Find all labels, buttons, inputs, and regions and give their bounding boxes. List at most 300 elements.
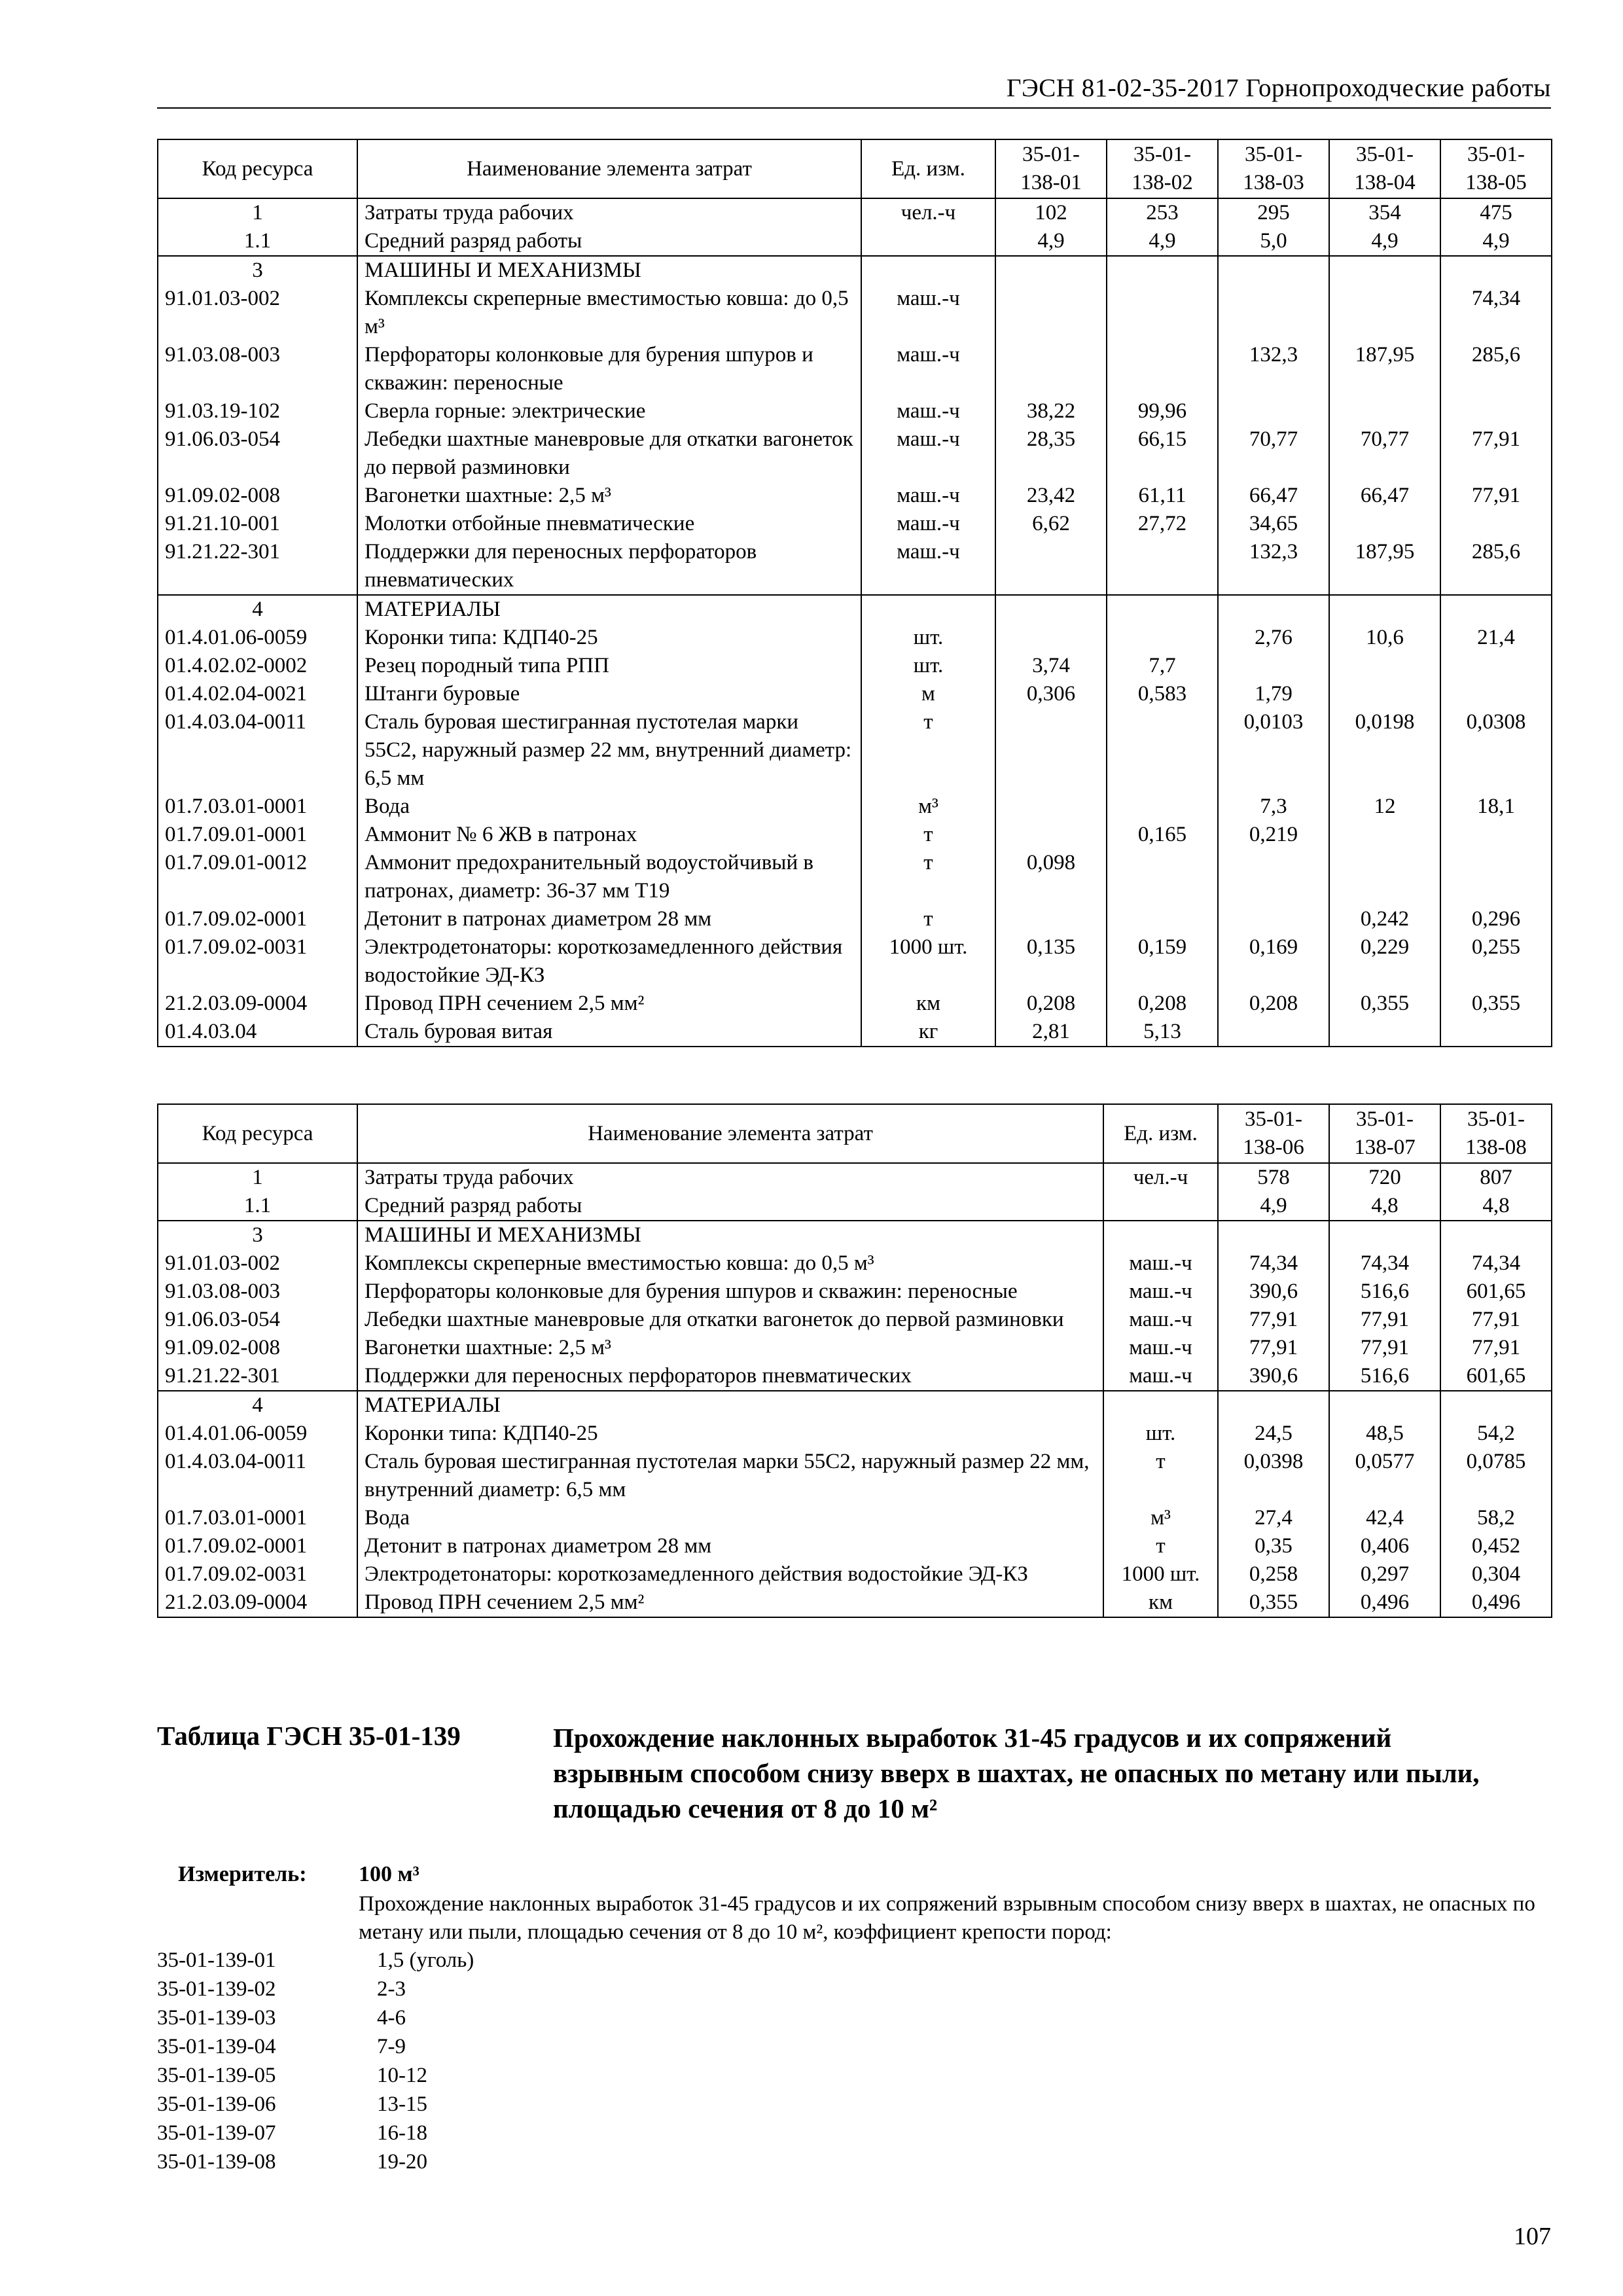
- resource-value: 516,6: [1329, 1278, 1440, 1306]
- resource-name: Вода: [357, 1504, 1103, 1532]
- table-row: [158, 1532, 1552, 1560]
- code-value: 4-6: [377, 2006, 406, 2030]
- resource-value: 28,35: [995, 425, 1107, 482]
- resource-value: 2,76: [1218, 624, 1329, 652]
- resource-unit: [1103, 1192, 1218, 1221]
- resource-value: 390,6: [1218, 1278, 1329, 1306]
- table-row: [158, 595, 1552, 624]
- resource-unit: [861, 227, 995, 256]
- resource-value: 0,0398: [1218, 1448, 1329, 1504]
- header-code: Код ресурса: [158, 139, 357, 198]
- resource-value: [995, 341, 1107, 397]
- resource-code: 1.1: [158, 227, 357, 256]
- resource-name: Сталь буровая витая: [357, 1018, 861, 1047]
- resource-code: 91.06.03-054: [158, 425, 357, 482]
- resource-code: 01.7.09.02-0001: [158, 905, 357, 933]
- resource-value: 58,2: [1440, 1504, 1552, 1532]
- resource-value: [1218, 256, 1329, 285]
- resource-name: МАШИНЫ И МЕХАНИЗМЫ: [357, 1221, 1103, 1249]
- resource-unit: т: [1103, 1448, 1218, 1504]
- resource-value: 578: [1218, 1163, 1329, 1192]
- resource-value: 0,355: [1218, 1588, 1329, 1617]
- resource-value: 0,355: [1440, 990, 1552, 1018]
- resource-value: [995, 595, 1107, 624]
- resource-value: 4,9: [1218, 1192, 1329, 1221]
- resource-name: Детонит в патронах диаметром 28 мм: [357, 905, 861, 933]
- resource-name: Аммонит предохранительный водоустойчивый в патронах, диаметр: 36-37 мм Т19: [357, 849, 861, 905]
- table-row: [158, 227, 1552, 256]
- resource-value: 5,0: [1218, 227, 1329, 256]
- resource-name: Коронки типа: КДП40-25: [357, 624, 861, 652]
- resource-name: Затраты труда рабочих: [357, 1163, 1103, 1192]
- resource-value: 99,96: [1107, 397, 1218, 425]
- code-value: 1,5 (уголь): [377, 1948, 474, 1972]
- code-id: 35-01-139-02: [157, 1977, 276, 2001]
- resource-value: 5,13: [1107, 1018, 1218, 1047]
- resource-name: Коронки типа: КДП40-25: [357, 1420, 1103, 1448]
- resource-value: [1218, 1018, 1329, 1047]
- resource-value: 77,91: [1329, 1334, 1440, 1362]
- header-col-5: 35-01- 138-05: [1440, 139, 1552, 198]
- resource-unit: маш.-ч: [861, 482, 995, 510]
- table-row: [158, 256, 1552, 285]
- resource-value: 132,3: [1218, 538, 1329, 595]
- meter-description: Прохождение наклонных выработок 31-45 градусов и их сопряжений взрывным способом снизу вверх в шахтах, не опасных по метану или пыли, площадью сечения от 8 до 10 м², коэффициент крепости пород:: [359, 1892, 1535, 1944]
- resource-name: Штанги буровые: [357, 680, 861, 708]
- table-row: [158, 905, 1552, 933]
- header-col-4: 35-01- 138-04: [1329, 139, 1440, 198]
- resource-value: 102: [995, 198, 1107, 227]
- resource-unit: [861, 256, 995, 285]
- resource-name: Резец породный типа РПП: [357, 652, 861, 680]
- resource-name: Перфораторы колонковые для бурения шпуров и скважин: переносные: [357, 1278, 1103, 1306]
- resource-value: [1440, 510, 1552, 538]
- code-value: 16-18: [377, 2121, 427, 2145]
- code-id: 35-01-139-04: [157, 2035, 276, 2058]
- table-row: [158, 1221, 1552, 1249]
- resource-unit: м: [861, 680, 995, 708]
- resource-code: 01.7.09.02-0001: [158, 1532, 357, 1560]
- resource-value: 601,65: [1440, 1278, 1552, 1306]
- table-row: [158, 198, 1552, 227]
- resource-value: 0,229: [1329, 933, 1440, 990]
- resource-value: 34,65: [1218, 510, 1329, 538]
- resource-value: [1440, 1221, 1552, 1249]
- resource-value: 354: [1329, 198, 1440, 227]
- resource-unit: чел.-ч: [861, 198, 995, 227]
- resource-name: Провод ПРН сечением 2,5 мм²: [357, 990, 861, 1018]
- resource-value: 0,0308: [1440, 708, 1552, 793]
- resource-name: Лебедки шахтные маневровые для откатки вагонеток до первой разминовки: [357, 1306, 1103, 1334]
- table-row: [158, 793, 1552, 821]
- resource-value: [995, 821, 1107, 849]
- resource-value: 132,3: [1218, 341, 1329, 397]
- resource-value: 601,65: [1440, 1362, 1552, 1391]
- resource-value: 27,72: [1107, 510, 1218, 538]
- resource-value: 0,208: [1218, 990, 1329, 1018]
- table-row: [158, 1448, 1552, 1504]
- resource-value: [1107, 595, 1218, 624]
- resource-code: 3: [158, 256, 357, 285]
- table-title-text: Прохождение наклонных выработок 31-45 градусов и их сопряжений взрывным способом снизу вверх в шахтах, не опасных по метану или пыли, площадью сечения от 8 до 10 м²: [553, 1723, 1480, 1823]
- resource-code: 01.7.09.02-0031: [158, 933, 357, 990]
- resource-code: 21.2.03.09-0004: [158, 1588, 357, 1617]
- resource-value: 74,34: [1218, 1249, 1329, 1278]
- resource-value: 0,406: [1329, 1532, 1440, 1560]
- resource-unit: [1103, 1391, 1218, 1420]
- code-list-item: [157, 2032, 474, 2061]
- resource-name: Электродетонаторы: короткозамедленного действия водостойкие ЭД-КЗ: [357, 1560, 1103, 1588]
- table-row: [158, 510, 1552, 538]
- resource-unit: шт.: [1103, 1420, 1218, 1448]
- resource-value: [1440, 397, 1552, 425]
- resource-code: 1.1: [158, 1192, 357, 1221]
- table-row: [158, 680, 1552, 708]
- resource-unit: т: [1103, 1532, 1218, 1560]
- resource-value: [1218, 1391, 1329, 1420]
- resource-value: [1107, 624, 1218, 652]
- header-col-1: 35-01- 138-01: [995, 139, 1107, 198]
- resource-value: [1107, 538, 1218, 595]
- resource-value: 4,8: [1440, 1192, 1552, 1221]
- resource-value: [1107, 256, 1218, 285]
- resource-value: [1329, 510, 1440, 538]
- resource-value: 6,62: [995, 510, 1107, 538]
- code-id: 35-01-139-01: [157, 1948, 276, 1972]
- resource-value: 807: [1440, 1163, 1552, 1192]
- code-list-item: [157, 1975, 474, 2003]
- resource-name: МАТЕРИАЛЫ: [357, 1391, 1103, 1420]
- table-row: [158, 652, 1552, 680]
- resource-name: Электродетонаторы: короткозамедленного действия водостойкие ЭД-КЗ: [357, 933, 861, 990]
- code-id: 35-01-139-06: [157, 2092, 276, 2116]
- resource-unit: маш.-ч: [1103, 1362, 1218, 1391]
- resource-value: [1329, 821, 1440, 849]
- resource-value: [1440, 652, 1552, 680]
- resource-value: [1329, 397, 1440, 425]
- resource-value: 7,7: [1107, 652, 1218, 680]
- meter-label: Измеритель:: [178, 1862, 307, 1886]
- resource-unit: маш.-ч: [1103, 1306, 1218, 1334]
- resource-unit: шт.: [861, 652, 995, 680]
- header-col-3: 35-01- 138-03: [1218, 139, 1329, 198]
- resource-value: 74,34: [1440, 285, 1552, 341]
- resource-unit: шт.: [861, 624, 995, 652]
- resource-code: 01.7.09.01-0012: [158, 849, 357, 905]
- code-list-item: [157, 2061, 474, 2090]
- resource-value: [1218, 652, 1329, 680]
- resource-value: 253: [1107, 198, 1218, 227]
- resource-value: 720: [1329, 1163, 1440, 1192]
- table-row: [158, 1334, 1552, 1362]
- resource-value: 0,098: [995, 849, 1107, 905]
- resource-code: 91.01.03-002: [158, 1249, 357, 1278]
- resource-unit: км: [861, 990, 995, 1018]
- table-row: [158, 849, 1552, 905]
- resource-value: [1440, 256, 1552, 285]
- resource-unit: маш.-ч: [861, 285, 995, 341]
- resource-value: [1440, 1391, 1552, 1420]
- resource-value: 475: [1440, 198, 1552, 227]
- resource-code: 01.4.02.02-0002: [158, 652, 357, 680]
- table-row: [158, 1420, 1552, 1448]
- code-id: 35-01-139-08: [157, 2150, 276, 2174]
- resource-value: [1107, 285, 1218, 341]
- resource-value: 21,4: [1440, 624, 1552, 652]
- resource-value: [1440, 595, 1552, 624]
- resource-unit: маш.-ч: [861, 425, 995, 482]
- header-unit: Ед. изм.: [1103, 1104, 1218, 1163]
- resource-value: 0,255: [1440, 933, 1552, 990]
- resource-value: 0,296: [1440, 905, 1552, 933]
- resource-code: 01.4.03.04-0011: [158, 708, 357, 793]
- resource-value: 70,77: [1329, 425, 1440, 482]
- resource-value: 0,169: [1218, 933, 1329, 990]
- resource-unit: маш.-ч: [861, 538, 995, 595]
- resource-value: [1329, 680, 1440, 708]
- resource-value: [995, 793, 1107, 821]
- table-row: [158, 425, 1552, 482]
- resource-value: 3,74: [995, 652, 1107, 680]
- table-row: [158, 341, 1552, 397]
- resource-value: [1329, 1391, 1440, 1420]
- resource-value: 10,6: [1329, 624, 1440, 652]
- resource-name: Сталь буровая шестигранная пустотелая марки 55С2, наружный размер 22 мм, внутренний диаметр: 6,5 мм: [357, 1448, 1103, 1504]
- resource-name: Лебедки шахтные маневровые для откатки вагонеток до первой разминовки: [357, 425, 861, 482]
- resource-unit: [1103, 1221, 1218, 1249]
- resource-value: 18,1: [1440, 793, 1552, 821]
- resource-value: [1218, 285, 1329, 341]
- resource-unit: м³: [1103, 1504, 1218, 1532]
- resource-code: 1: [158, 198, 357, 227]
- resource-value: 516,6: [1329, 1362, 1440, 1391]
- resource-value: [1329, 256, 1440, 285]
- table-row: [158, 1192, 1552, 1221]
- code-value: 10-12: [377, 2064, 427, 2087]
- resource-code: 01.4.02.04-0021: [158, 680, 357, 708]
- header-code: Код ресурса: [158, 1104, 357, 1163]
- page-number: 107: [1514, 2223, 1551, 2250]
- resource-unit: маш.-ч: [861, 397, 995, 425]
- resource-value: 61,11: [1107, 482, 1218, 510]
- resource-value: 0,452: [1440, 1532, 1552, 1560]
- resource-value: [1440, 680, 1552, 708]
- resource-value: [1440, 1018, 1552, 1047]
- resource-value: [995, 538, 1107, 595]
- resource-code: 01.7.09.02-0031: [158, 1560, 357, 1588]
- resource-name: МАШИНЫ И МЕХАНИЗМЫ: [357, 256, 861, 285]
- resource-value: 77,91: [1218, 1334, 1329, 1362]
- resource-value: 295: [1218, 198, 1329, 227]
- resource-code: 01.7.03.01-0001: [158, 1504, 357, 1532]
- resource-table-1: [157, 139, 1552, 1047]
- resource-value: 4,8: [1329, 1192, 1440, 1221]
- resource-name: Средний разряд работы: [357, 1192, 1103, 1221]
- resource-value: 0,306: [995, 680, 1107, 708]
- resource-value: [995, 624, 1107, 652]
- resource-value: [1107, 905, 1218, 933]
- resource-value: 0,242: [1329, 905, 1440, 933]
- resource-value: [1329, 285, 1440, 341]
- resource-code: 91.09.02-008: [158, 1334, 357, 1362]
- resource-name: Комплексы скреперные вместимостью ковша: до 0,5 м³: [357, 1249, 1103, 1278]
- resource-code: 01.4.01.06-0059: [158, 1420, 357, 1448]
- resource-code: 4: [158, 1391, 357, 1420]
- resource-value: [995, 256, 1107, 285]
- resource-value: [1440, 849, 1552, 905]
- resource-value: 77,91: [1218, 1306, 1329, 1334]
- resource-value: [1218, 1221, 1329, 1249]
- resource-unit: маш.-ч: [1103, 1334, 1218, 1362]
- resource-unit: маш.-ч: [1103, 1278, 1218, 1306]
- resource-name: Сверла горные: электрические: [357, 397, 861, 425]
- resource-code: 21.2.03.09-0004: [158, 990, 357, 1018]
- code-list-item: [157, 1946, 474, 1975]
- table-row: [158, 285, 1552, 341]
- resource-unit: кг: [861, 1018, 995, 1047]
- resource-value: 1,79: [1218, 680, 1329, 708]
- resource-value: 0,355: [1329, 990, 1440, 1018]
- resource-value: 12: [1329, 793, 1440, 821]
- resource-value: 77,91: [1440, 1306, 1552, 1334]
- table-row: [158, 1391, 1552, 1420]
- resource-name: Затраты труда рабочих: [357, 198, 861, 227]
- resource-value: 54,2: [1440, 1420, 1552, 1448]
- resource-unit: 1000 шт.: [861, 933, 995, 990]
- resource-value: 285,6: [1440, 341, 1552, 397]
- resource-value: 74,34: [1329, 1249, 1440, 1278]
- table-row: [158, 624, 1552, 652]
- resource-name: Детонит в патронах диаметром 28 мм: [357, 1532, 1103, 1560]
- resource-table-1-body: [158, 198, 1552, 1047]
- resource-value: 38,22: [995, 397, 1107, 425]
- resource-name: Поддержки для переносных перфораторов пневматических: [357, 538, 861, 595]
- resource-code: 1: [158, 1163, 357, 1192]
- resource-value: [1329, 849, 1440, 905]
- resource-value: [1329, 1221, 1440, 1249]
- resource-value: [1218, 905, 1329, 933]
- resource-code: 91.09.02-008: [158, 482, 357, 510]
- code-list-item: [157, 2090, 474, 2119]
- resource-name: Аммонит № 6 ЖВ в патронах: [357, 821, 861, 849]
- code-list-item: [157, 2003, 474, 2032]
- resource-unit: маш.-ч: [861, 510, 995, 538]
- resource-code: 01.7.03.01-0001: [158, 793, 357, 821]
- resource-value: 0,159: [1107, 933, 1218, 990]
- resource-value: 4,9: [1329, 227, 1440, 256]
- resource-value: 390,6: [1218, 1362, 1329, 1391]
- header-col-7: 35-01- 138-07: [1329, 1104, 1440, 1163]
- resource-value: 0,219: [1218, 821, 1329, 849]
- resource-code: 3: [158, 1221, 357, 1249]
- resource-name: Перфораторы колонковые для бурения шпуров и скважин: переносные: [357, 341, 861, 397]
- resource-value: 0,0198: [1329, 708, 1440, 793]
- resource-code: 91.21.10-001: [158, 510, 357, 538]
- table-row: [158, 1306, 1552, 1334]
- resource-value: 0,0577: [1329, 1448, 1440, 1504]
- resource-unit: маш.-ч: [1103, 1249, 1218, 1278]
- resource-value: 48,5: [1329, 1420, 1440, 1448]
- resource-name: Вагонетки шахтные: 2,5 м³: [357, 1334, 1103, 1362]
- header-col-2: 35-01- 138-02: [1107, 139, 1218, 198]
- resource-unit: 1000 шт.: [1103, 1560, 1218, 1588]
- resource-value: [1107, 793, 1218, 821]
- table-row: [158, 538, 1552, 595]
- resource-code: 01.4.03.04-0011: [158, 1448, 357, 1504]
- resource-value: 2,81: [995, 1018, 1107, 1047]
- code-list-item: [157, 2147, 474, 2176]
- resource-value: 24,5: [1218, 1420, 1329, 1448]
- meter-value: 100 м³: [359, 1862, 419, 1886]
- resource-code: 91.03.08-003: [158, 1278, 357, 1306]
- resource-table-2: [157, 1103, 1552, 1618]
- resource-code: 91.21.22-301: [158, 538, 357, 595]
- resource-unit: [861, 595, 995, 624]
- resource-code: 91.21.22-301: [158, 1362, 357, 1391]
- resource-value: 285,6: [1440, 538, 1552, 595]
- code-value: 2-3: [377, 1977, 406, 2001]
- table-row: [158, 1362, 1552, 1391]
- resource-value: 77,91: [1440, 482, 1552, 510]
- code-id: 35-01-139-05: [157, 2064, 276, 2087]
- table-row: [158, 821, 1552, 849]
- resource-value: 7,3: [1218, 793, 1329, 821]
- resource-name: МАТЕРИАЛЫ: [357, 595, 861, 624]
- table-row: [158, 1278, 1552, 1306]
- table-row: [158, 1560, 1552, 1588]
- resource-value: [1218, 849, 1329, 905]
- code-value: 7-9: [377, 2035, 406, 2058]
- resource-value: [1440, 821, 1552, 849]
- code-value: 19-20: [377, 2150, 427, 2174]
- resource-value: [1218, 397, 1329, 425]
- resource-value: 66,47: [1329, 482, 1440, 510]
- resource-unit: т: [861, 821, 995, 849]
- resource-code: 91.01.03-002: [158, 285, 357, 341]
- header-col-8: 35-01- 138-08: [1440, 1104, 1552, 1163]
- resource-value: 23,42: [995, 482, 1107, 510]
- resource-value: 0,0103: [1218, 708, 1329, 793]
- resource-value: 0,496: [1329, 1588, 1440, 1617]
- resource-value: 0,165: [1107, 821, 1218, 849]
- resource-value: [995, 905, 1107, 933]
- resource-value: 0,258: [1218, 1560, 1329, 1588]
- resource-code: 01.4.01.06-0059: [158, 624, 357, 652]
- header-name: Наименование элемента затрат: [357, 139, 861, 198]
- resource-value: [1329, 595, 1440, 624]
- resource-value: [1107, 849, 1218, 905]
- resource-value: 66,47: [1218, 482, 1329, 510]
- code-id: 35-01-139-03: [157, 2006, 276, 2030]
- code-list: [157, 1946, 474, 2176]
- resource-unit: маш.-ч: [861, 341, 995, 397]
- resource-name: Провод ПРН сечением 2,5 мм²: [357, 1588, 1103, 1617]
- resource-value: [1329, 652, 1440, 680]
- resource-value: [1107, 341, 1218, 397]
- resource-value: 0,496: [1440, 1588, 1552, 1617]
- header-name: Наименование элемента затрат: [357, 1104, 1103, 1163]
- header-rule: [157, 107, 1551, 109]
- resource-name: Поддержки для переносных перфораторов пневматических: [357, 1362, 1103, 1391]
- resource-unit: чел.-ч: [1103, 1163, 1218, 1192]
- resource-name: Вода: [357, 793, 861, 821]
- resource-unit: т: [861, 708, 995, 793]
- resource-value: 187,95: [1329, 538, 1440, 595]
- resource-code: 01.7.09.01-0001: [158, 821, 357, 849]
- resource-unit: м³: [861, 793, 995, 821]
- table-row: [158, 397, 1552, 425]
- resource-value: 77,91: [1440, 1334, 1552, 1362]
